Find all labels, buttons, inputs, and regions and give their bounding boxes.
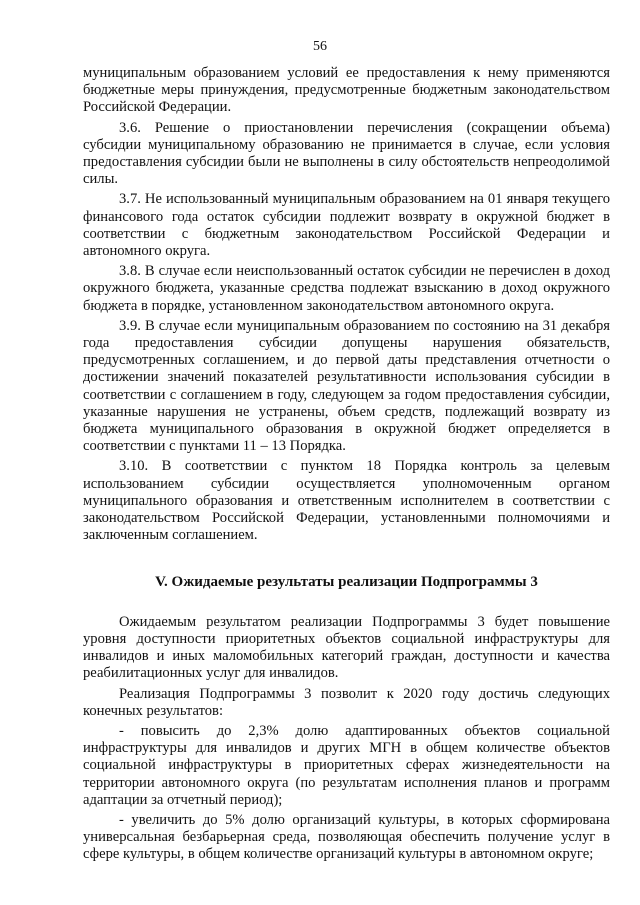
- document-body: [83, 65, 610, 867]
- paragraph-3-6: 3.6. Решение о приостановлении перечисления (сокращении объема) субсидии муниципальному образованию не принимается в случае, если условия предоставления субсидии были не выполнены в силу обстоятельств непреодолимой силы.: [83, 119, 610, 188]
- paragraph-expected-results: Ожидаемым результатом реализации Подпрограммы 3 будет повышение уровня доступности приоритетных объектов социальной инфраструктуры для инвалидов и иных маломобильных категорий граждан, доступности и качества реабилитационных услуг для инвалидов.: [83, 613, 610, 682]
- paragraph-3-8: 3.8. В случае если неиспользованный остаток субсидии не перечислен в доход окружного бюджета, указанные средства подлежат взысканию в доход окружного бюджета в порядке, установленном законодательством автономного округа.: [83, 263, 610, 314]
- list-item-result-2: - увеличить до 5% долю организаций культуры, в которых сформирована универсальная безбарьерная среда, позволяющая обеспечить получение услуг в сфере культуры, в общем количестве организаций культуры в автономном округе;: [83, 811, 610, 863]
- paragraph-3-10: 3.10. В соответствии с пунктом 18 Порядка контроль за целевым использованием субсидии осуществляется уполномоченным органом муниципального образования и ответственным исполнителем в соответствии с законодательством Российской Федерации, установленными полномочиями и заключенным соглашением.: [83, 458, 610, 544]
- paragraph-final-results-intro: Реализация Подпрограммы 3 позволит к 2020 году достичь следующих конечных результатов:: [83, 685, 610, 719]
- section-heading: V. Ожидаемые результаты реализации Подпрограммы 3: [155, 574, 538, 591]
- paragraph-3-9: 3.9. В случае если муниципальным образованием по состоянию на 31 декабря года предоставления субсидии допущены нарушения обязательств, предусмотренных соглашением, и до первой даты представления отчетности о достижении значений показателей результативности использования субсидии в соответствии с соглашением в году, следующем за годом предоставления субсидии, указанные нарушения не устранены, объем средств, подлежащий возврату из бюджета муниципального образования в окружной бюджет определяется в соответствии с пунктами 11 – 13 Порядка.: [83, 317, 610, 455]
- paragraph-3-7: 3.7. Не использованный муниципальным образованием на 01 января текущего финансового года остаток субсидии подлежит возврату в окружной бюджет в соответствии с бюджетным законодательством Российской Федерации и автономного округа.: [83, 191, 610, 260]
- list-item-result-1: - повысить до 2,3% долю адаптированных объектов социальной инфраструктуры для инвалидов и других МГН в общем количестве объектов социальной инфраструктуры в приоритетных сферах жизнедеятельности на территории автономного округа (по результатам исполнения планов и программ адаптации за отчетный период);: [83, 722, 610, 808]
- page-number: 56: [313, 39, 327, 54]
- paragraph-continuation: муниципальным образованием условий ее предоставления к нему применяются бюджетные меры принуждения, предусмотренные бюджетным законодательством Российской Федерации.: [83, 65, 610, 116]
